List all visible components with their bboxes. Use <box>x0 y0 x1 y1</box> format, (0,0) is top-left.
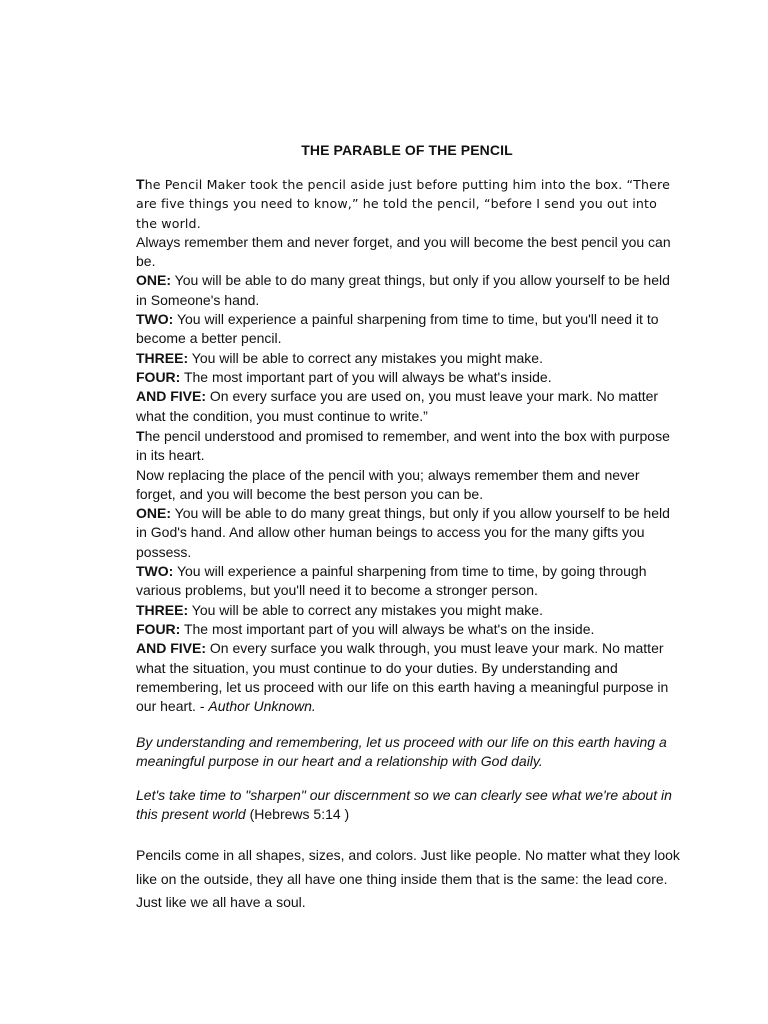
document-title: THE PARABLE OF THE PENCIL <box>301 142 513 158</box>
intro-line-1: he Pencil Maker took the pencil aside just before putting him into the box. “There are five things you need to know,” he told the pencil, “before I send you out into the world. <box>136 177 671 231</box>
point-text: You will be able to do many great things, but only if you allow yourself to be held in God's hand. And allow other human beings to access you for the many gifts you possess. <box>136 505 670 560</box>
point-four <box>136 620 681 639</box>
point-label: ONE: <box>136 505 171 522</box>
reflection-paragraph <box>136 733 681 772</box>
sharpen-text: Let's take time to "sharpen" our discernment so we can clearly see what we're about in this present world <box>136 787 672 823</box>
pencil-maker-section <box>136 175 681 426</box>
point-three <box>136 349 681 368</box>
closing-paragraph <box>136 844 681 915</box>
point-label: THREE: <box>136 601 189 618</box>
point-label: FOUR: <box>136 368 181 385</box>
drop-letter: T <box>136 428 145 444</box>
point-one <box>136 271 681 310</box>
intro-paragraph <box>136 175 681 233</box>
point-one <box>136 504 681 562</box>
point-four <box>136 368 681 387</box>
point-text: You will be able to do many great things, but only if you allow yourself to be held in Someone's hand. <box>136 272 670 308</box>
point-label: THREE: <box>136 349 189 366</box>
point-label: AND FIVE: <box>136 388 206 405</box>
point-five <box>136 639 681 716</box>
point-three <box>136 601 681 620</box>
drop-letter: T <box>136 176 145 192</box>
sharpen-paragraph <box>136 786 681 825</box>
point-text: You will experience a painful sharpening from time to time, but you'll need it to become a better pencil. <box>136 311 659 347</box>
scripture-reference: (Hebrews 5:14 ) <box>249 806 350 823</box>
point-label: AND FIVE: <box>136 640 206 657</box>
point-label: ONE: <box>136 272 171 289</box>
point-five <box>136 387 681 426</box>
author-credit: Author Unknown. <box>208 698 316 715</box>
point-text: You will experience a painful sharpening from time to time, by going through various problems, but you'll need it to become a stronger person. <box>136 563 647 599</box>
point-text: You will be able to correct any mistakes you might make. <box>191 601 543 618</box>
closing-text: Pencils come in all shapes, sizes, and colors. Just like people. No matter what they look like on the outside, they all have one thing inside them that is the same: the lead core. Just like we all have a soul. <box>136 847 680 910</box>
point-label: TWO: <box>136 563 174 580</box>
point-text: The most important part of you will always be what's inside. <box>183 368 552 385</box>
point-text: On every surface you walk through, you must leave your mark. No matter what the situation, you must continue to do your duties. By understanding and remembering, let us proceed with our life on this earth having a meaningful purpose in our heart. - <box>136 640 669 715</box>
second-line-2: Now replacing the place of the pencil with you; always remember them and never forget, and you will become the best person you can be. <box>136 466 640 502</box>
person-section <box>136 427 681 716</box>
point-two <box>136 562 681 601</box>
point-label: TWO: <box>136 311 174 328</box>
point-text: On every surface you are used on, you must leave your mark. No matter what the condition, you must continue to write.” <box>136 388 659 424</box>
intro-line-2: Always remember them and never forget, and you will become the best pencil you can be. <box>136 233 671 270</box>
point-label: FOUR: <box>136 620 181 637</box>
second-paragraph <box>136 427 681 466</box>
point-text: The most important part of you will always be what's on the inside. <box>183 620 595 637</box>
second-line-1: he pencil understood and promised to remember, and went into the box with purpose in its heart. <box>136 428 670 464</box>
reflection-text: By understanding and remembering, let us proceed with our life on this earth having a meaningful purpose in our heart and a relationship with God daily. <box>136 734 667 770</box>
point-text: You will be able to correct any mistakes you might make. <box>191 349 543 366</box>
point-two <box>136 310 681 349</box>
